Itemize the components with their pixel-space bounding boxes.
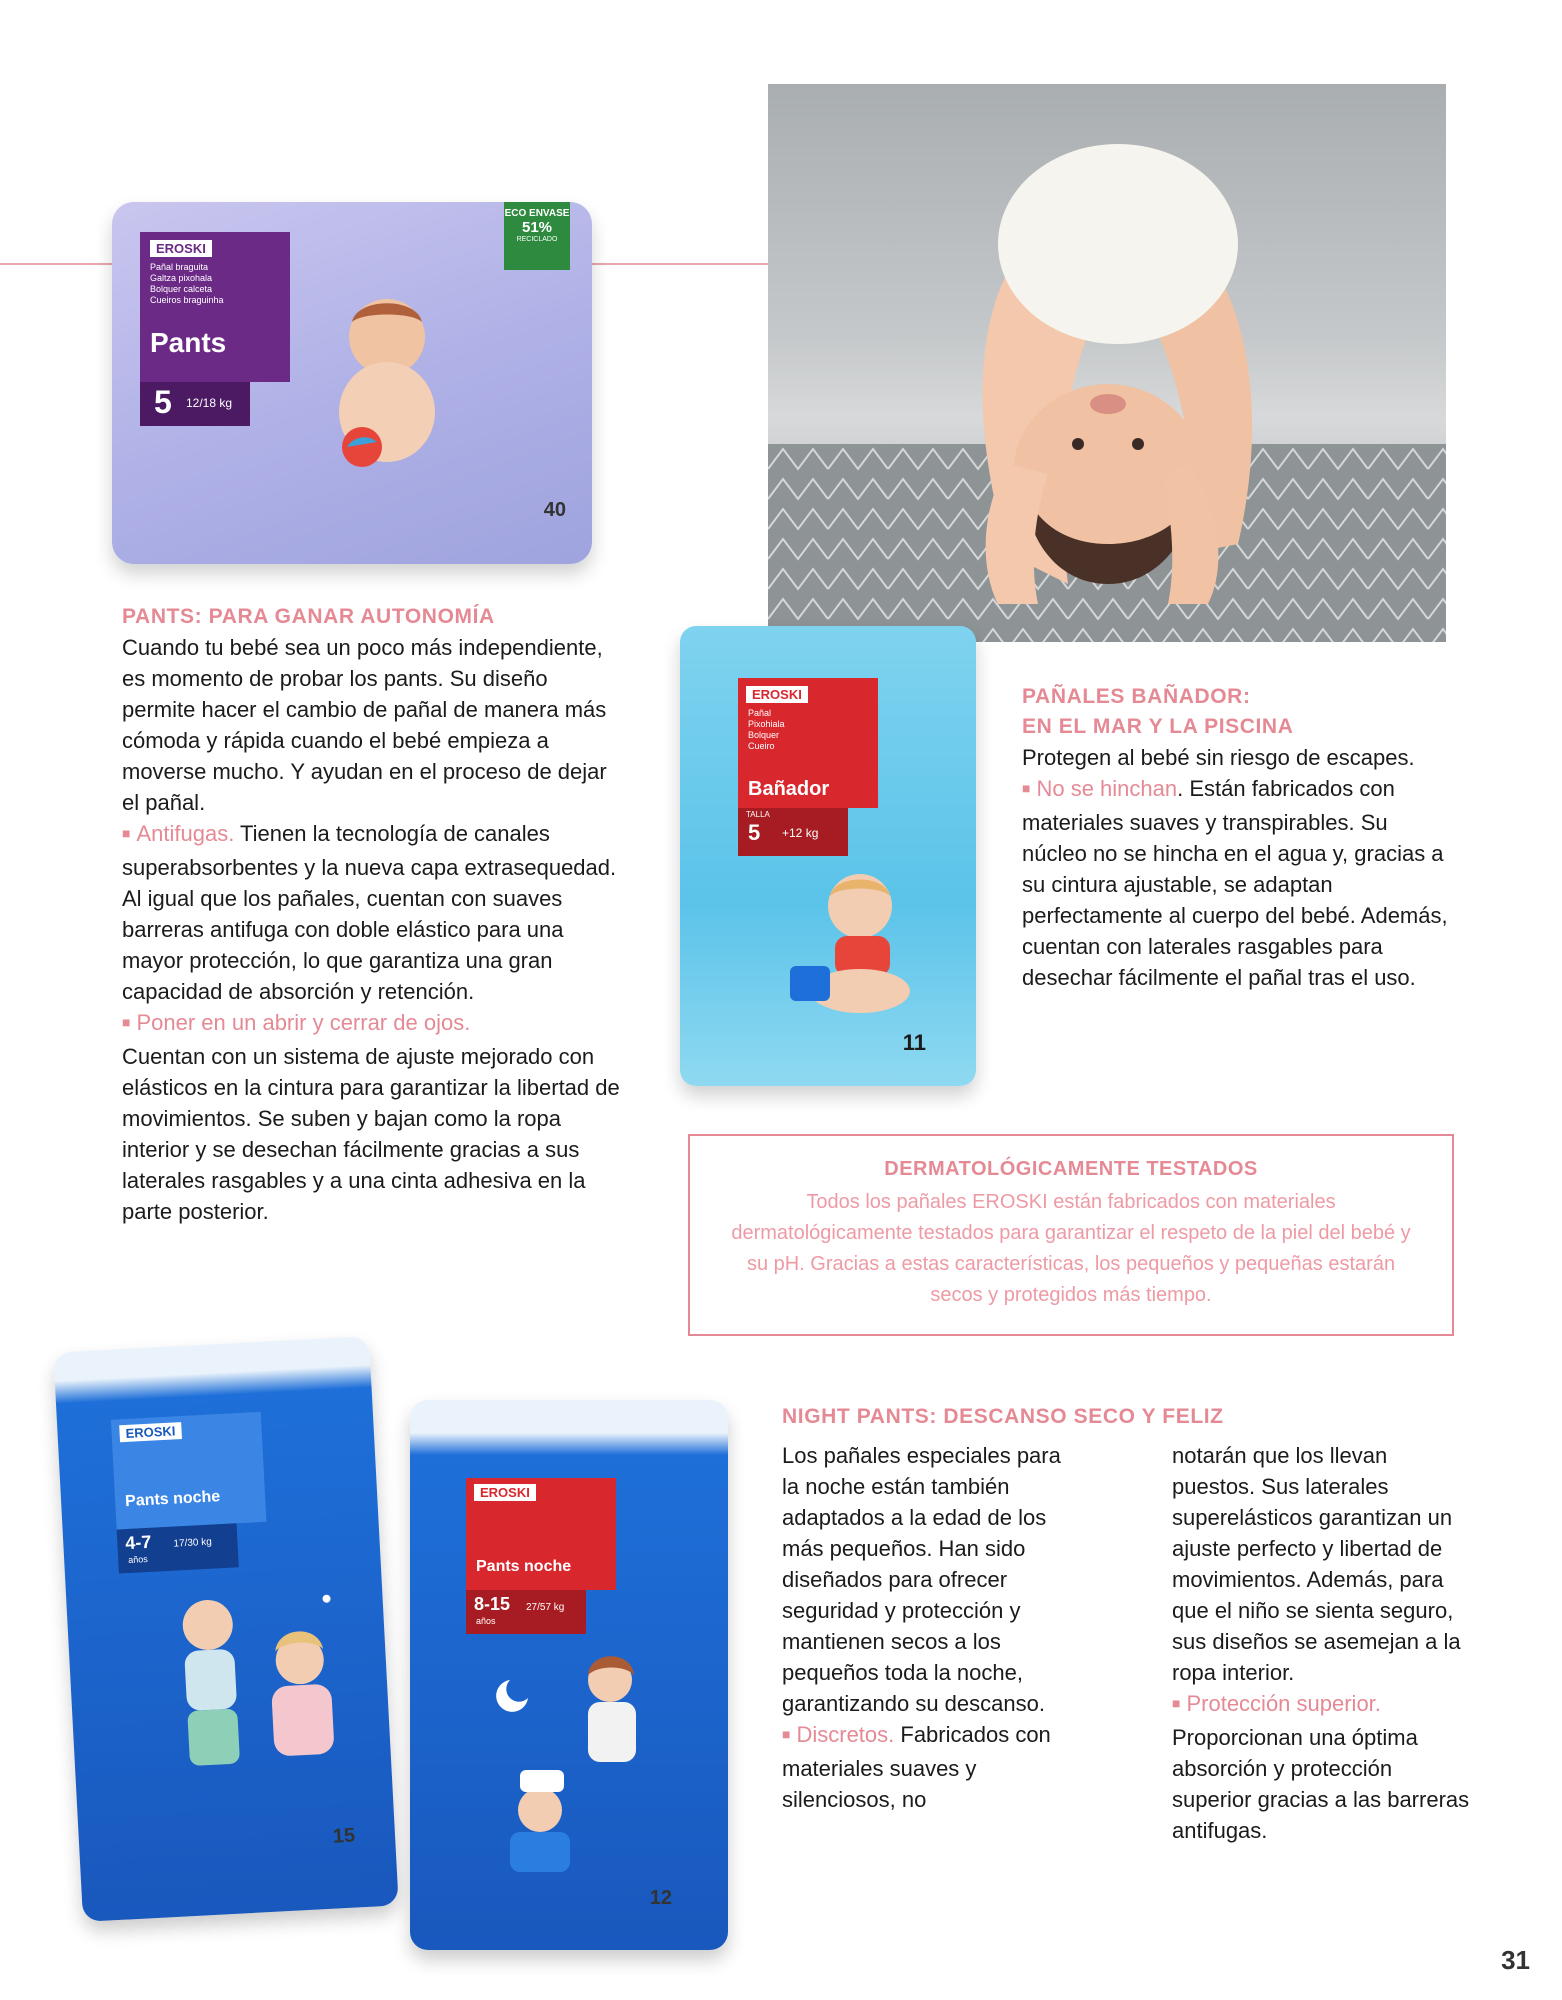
night-col2-bullet-title: ■ Protección superior. [1172,1691,1381,1716]
night2-label-panel [466,1478,616,1590]
banador-package-name: Bañador [748,778,830,800]
night-col1-text: Los pañales especiales para la noche están también adaptados a la edad de los más pequeños. Han sido diseñados para ofrecer seguridad y protección y mantienen secos a los pequeños toda la noche, garantizando su descanso. [782,1443,1061,1716]
night2-weight: 27/57 kg [526,1602,565,1613]
night-col1-bullet-text: Fabricados con materiales suaves y silenciosos, no [782,1722,1051,1812]
night-col1-bullet-title: ■ Discretos. [782,1722,894,1747]
night-col2-text: notarán que los llevan puestos. Sus laterales superelásticos garantizan un ajuste perfecto y libertad de movimientos. Además, para que el niño se sienta seguro, sus diseños se asemejan a la ropa interior. [1172,1443,1461,1685]
night2-size-badge [466,1590,586,1634]
pants-bullet1-title: ■ Antifugas. [122,821,234,846]
night-col2 [1172,1440,1472,1846]
divider-left [0,263,112,265]
night-col1-bullet [782,1719,1072,1815]
pants-bullet-poner [122,1007,622,1041]
night1-count: 15 [332,1824,356,1848]
night1-size-badge [117,1523,239,1573]
night1-eroski-logo: EROSKI [119,1422,182,1442]
banador-heading-line2: EN EL MAR Y LA PISCINA [1022,715,1294,738]
night1-weight: 17/30 kg [173,1536,213,1550]
banador-package [680,626,976,1086]
pants-weight: 12/18 kg [186,396,233,410]
pants-bullet2-title: ■ Poner en un abrir y cerrar de ojos. [122,1010,470,1035]
pants-package-name: Pants [150,327,227,358]
pants-intro [122,632,622,818]
banador-size-badge [738,808,848,856]
night-col2-bullet-text: Proporcionan una óptima absorción y protección superior gracias a las barreras antifugas. [1172,1725,1470,1843]
banador-heading-line1: PAÑALES BAÑADOR: [1022,685,1251,708]
night1-kids-illustration [136,1577,368,1828]
night2-kids-illustration [450,1640,690,1880]
banador-intro: Protegen al bebé sin riesgo de escapes. [1022,745,1415,770]
baby-photo [768,84,1446,642]
eco-badge [504,202,570,270]
night2-eroski-logo: EROSKI [474,1484,536,1501]
night1-age: 4-7 [124,1531,152,1554]
night-package-small [53,1336,398,1922]
night1-age-unit: años [127,1554,149,1566]
pants-package-desc: Pañal braguita Galtza pixohala Bolquer calceta Cueiros braguinha [150,262,224,305]
derm-callout-title: DERMATOLÓGICAMENTE TESTADOS [884,1158,1258,1180]
pants-section [122,602,622,1227]
banador-count: 11 [902,1030,926,1055]
divider-mid [592,263,768,265]
derm-callout [688,1134,1454,1336]
pants-package [112,202,592,564]
banador-bullet-text: . Están fabricados con materiales suaves y transpirables. Su núcleo no se hincha en el agua y, gracias a su cintura ajustable, se adaptan perfectamente al cuerpo del bebé. Además, cuentan con laterales rasgables para desechar fácilmente el pañal tras el uso. [1022,776,1448,990]
banador-weight: +12 kg [782,826,819,840]
pants-label-panel [140,232,290,382]
pants-heading: PANTS: PARA GANAR AUTONOMÍA [122,605,495,628]
pants-bullet1-text: Tienen la tecnología de canales superabsorbentes y la nueva capa extrasequedad. Al igual que los pañales, cuentan con suaves barreras antifuga con doble elástico para una mayor protección, lo que garantiza una gran capacidad de absorción y retención. [122,821,617,1004]
eco-label: ECO ENVASE [504,208,570,219]
night-heading: NIGHT PANTS: DESCANSO SECO Y FELIZ [782,1405,1224,1428]
banador-bullet [1022,773,1452,993]
derm-callout-text: Todos los pañales EROSKI están fabricados con materiales dermatológicamente testados para garantizar el respeto de la piel del bebé y su pH. Gracias a estas características, los pequeños y pequeñas estarán secos y protegidos más tiempo. [731,1191,1411,1306]
banador-label-panel [738,678,878,808]
banador-size-label: TALLA [746,810,770,819]
night-package-large [410,1400,728,1950]
banador-size: 5 [748,820,761,845]
pants-count: 40 [543,499,566,521]
pants-size: 5 [154,384,172,420]
pants-size-badge [140,382,250,426]
banador-baby-illustration [780,866,930,1026]
eco-sub: RECICLADO [516,236,558,243]
night1-label-panel [111,1412,267,1530]
pants-intro-text: Cuando tu bebé sea un poco más independiente, es momento de probar los pants. Su diseño permite hacer el cambio de pañal de manera más cómoda y rápida cuando el bebé empieza a moverse mucho. Y ayudan en el proceso de dejar el pañal. [122,635,607,815]
night2-age-unit: años [476,1616,496,1626]
pants-bullet-antifugas [122,818,622,1007]
night-col1 [782,1440,1072,1815]
banador-section [1022,682,1452,993]
pants-baby-illustration [312,282,462,472]
page-number: 31 [1501,1945,1530,1975]
banador-package-desc: Pañal Pixohiala Bolquer Cueiro [748,708,785,751]
banador-bullet-title: ■ No se hinchan [1022,776,1177,801]
night2-package-name: Pants noche [476,1558,572,1575]
night2-count: 12 [649,1887,672,1909]
banador-eroski-logo: EROSKI [746,686,808,703]
night2-age: 8-15 [474,1594,511,1614]
night1-package-name: Pants noche [124,1488,221,1511]
eroski-logo: EROSKI [150,240,212,257]
eco-percent: 51% [521,219,553,236]
night-col2-bullet [1172,1688,1472,1722]
pants-bullet2-text: Cuentan con un sistema de ajuste mejorado con elásticos en la cintura para garantizar la libertad de movimientos. Se suben y bajan como la ropa interior y se desechan fácilmente gracias a sus laterales rasgables y a una cinta adhesiva en la parte posterior. [122,1044,620,1224]
